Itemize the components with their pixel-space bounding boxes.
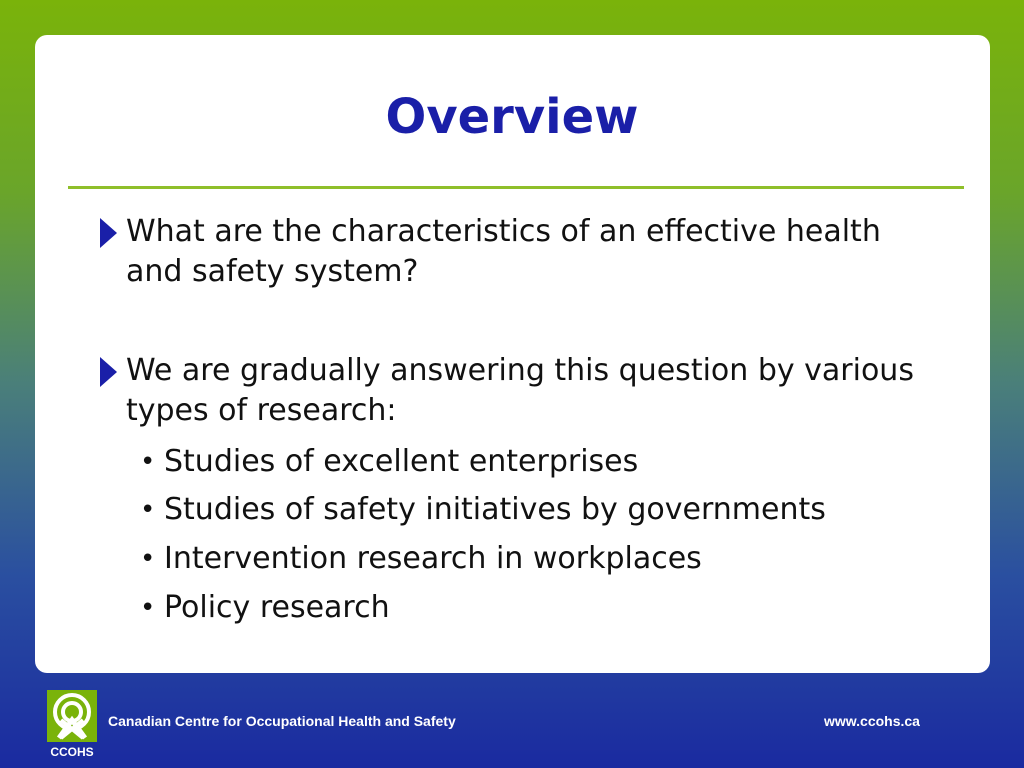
dot-bullet-icon: • [140, 544, 156, 574]
sub-bullet-text: Intervention research in workplaces [164, 541, 702, 576]
title-divider [68, 186, 964, 189]
arrow-bullet-icon [100, 357, 117, 387]
sub-bullet-text: Policy research [164, 590, 390, 625]
sub-bullet-text: Studies of excellent enterprises [164, 444, 639, 479]
ccohs-logo [45, 690, 99, 760]
arrow-bullet-icon [100, 218, 117, 248]
slide-title: Overview [385, 89, 639, 145]
sub-bullet-text: Studies of safety initiatives by governments [164, 492, 826, 527]
bullet-text: We are gradually answering this question by various types of research: [126, 353, 914, 428]
footer-website-link[interactable]: www.ccohs.ca [824, 713, 920, 729]
bullet-text: What are the characteristics of an effective health and safety system? [126, 214, 881, 289]
dot-bullet-icon: • [140, 495, 156, 525]
dot-bullet-icon: • [140, 447, 156, 477]
ccohs-logo-icon [45, 690, 99, 760]
footer-organization: Canadian Centre for Occupational Health and Safety [108, 713, 456, 729]
logo-text: CCOHS [50, 745, 94, 759]
dot-bullet-icon: • [140, 593, 156, 623]
